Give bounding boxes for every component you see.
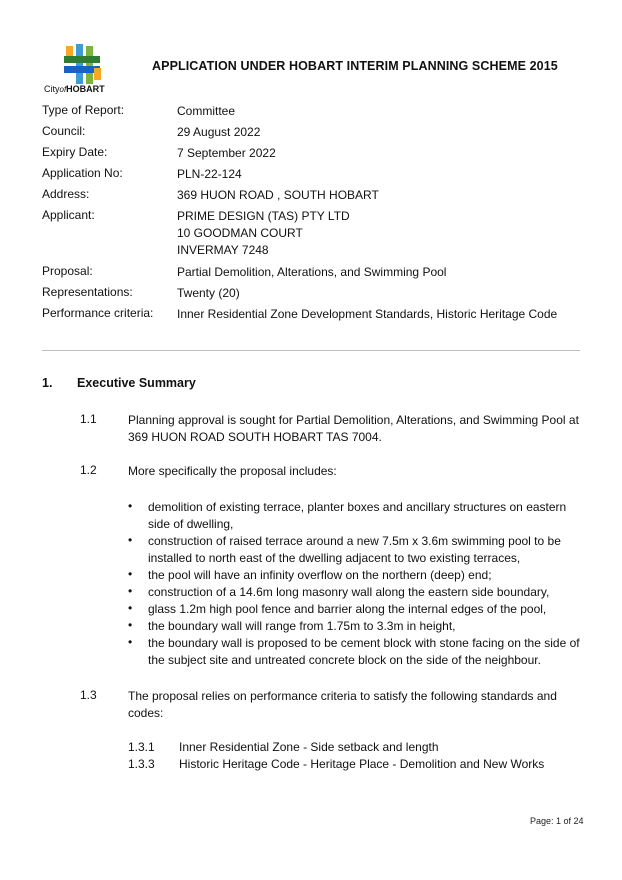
bullet-icon: •	[128, 533, 133, 547]
subitem-number: 1.3.1	[128, 740, 155, 754]
logo-wordmark: CityofHOBART	[44, 84, 105, 94]
bullet-icon: •	[128, 584, 133, 598]
detail-label: Performance criteria:	[42, 306, 154, 320]
detail-label: Type of Report:	[42, 103, 125, 117]
section-heading: Executive Summary	[77, 376, 196, 390]
detail-value: Committee	[177, 104, 236, 118]
detail-label: Representations:	[42, 285, 133, 299]
detail-label: Proposal:	[42, 264, 93, 278]
bullet-item: the boundary wall is proposed to be cement block with stone facing on the side of the subject site and untreated concrete block on the side of the neighbour.	[148, 636, 580, 667]
detail-value: Partial Demolition, Alterations, and Swimming Pool	[177, 265, 447, 279]
detail-value: Inner Residential Zone Development Standards, Historic Heritage Code	[177, 307, 558, 321]
bullet-item: construction of raised terrace around a new 7.5m x 3.6m swimming pool to be installed to north east of the dwelling adjacent to two existing terraces,	[148, 534, 561, 565]
bullet-icon: •	[128, 499, 133, 513]
detail-value: PLN-22-124	[177, 167, 242, 181]
bullet-item: the boundary wall will range from 1.75m to 3.3m in height,	[148, 619, 456, 633]
document-title: APPLICATION UNDER HOBART INTERIM PLANNING SCHEME 2015	[152, 59, 558, 73]
bullet-icon: •	[128, 601, 133, 615]
detail-value: 7 September 2022	[177, 146, 276, 160]
bullet-icon: •	[128, 567, 133, 581]
bullet-icon: •	[128, 635, 133, 649]
paragraph-text: The proposal relies on performance criteria to satisfy the following standards and codes:	[128, 689, 557, 720]
section-number: 1.	[42, 376, 53, 390]
detail-value: Twenty (20)	[177, 286, 240, 300]
subitem-number: 1.3.3	[128, 757, 155, 771]
bullet-icon: •	[128, 618, 133, 632]
subitem-text: Inner Residential Zone - Side setback and length	[179, 740, 439, 754]
detail-label: Applicant:	[42, 208, 95, 222]
detail-value: 10 GOODMAN COURT	[177, 226, 303, 240]
bullet-item: the pool will have an infinity overflow on the northern (deep) end;	[148, 568, 492, 582]
detail-label: Address:	[42, 187, 90, 201]
detail-value: 369 HUON ROAD , SOUTH HOBART	[177, 188, 379, 202]
detail-value: INVERMAY 7248	[177, 243, 269, 257]
paragraph-text: More specifically the proposal includes:	[128, 464, 337, 478]
detail-label: Council:	[42, 124, 86, 138]
paragraph-number: 1.1	[80, 412, 97, 426]
paragraph-text: Planning approval is sought for Partial Demolition, Alterations, and Swimming Pool at 369 HUON ROAD SOUTH HOBART TAS 7004.	[128, 413, 579, 444]
detail-label: Application No:	[42, 166, 123, 180]
paragraph-number: 1.3	[80, 688, 97, 702]
bullet-item: demolition of existing terrace, planter boxes and ancillary structures on eastern side of dwelling,	[148, 500, 567, 531]
page-number: Page: 1 of 24	[530, 816, 584, 826]
subitem-text: Historic Heritage Code - Heritage Place - Demolition and New Works	[179, 757, 545, 771]
detail-value: PRIME DESIGN (TAS) PTY LTD	[177, 209, 350, 223]
paragraph-number: 1.2	[80, 463, 97, 477]
detail-label: Expiry Date:	[42, 145, 108, 159]
bullet-item: construction of a 14.6m long masonry wall along the eastern side boundary,	[148, 585, 550, 599]
bullet-item: glass 1.2m high pool fence and barrier along the internal edges of the pool,	[148, 602, 547, 616]
section-divider	[42, 350, 580, 351]
detail-value: 29 August 2022	[177, 125, 261, 139]
